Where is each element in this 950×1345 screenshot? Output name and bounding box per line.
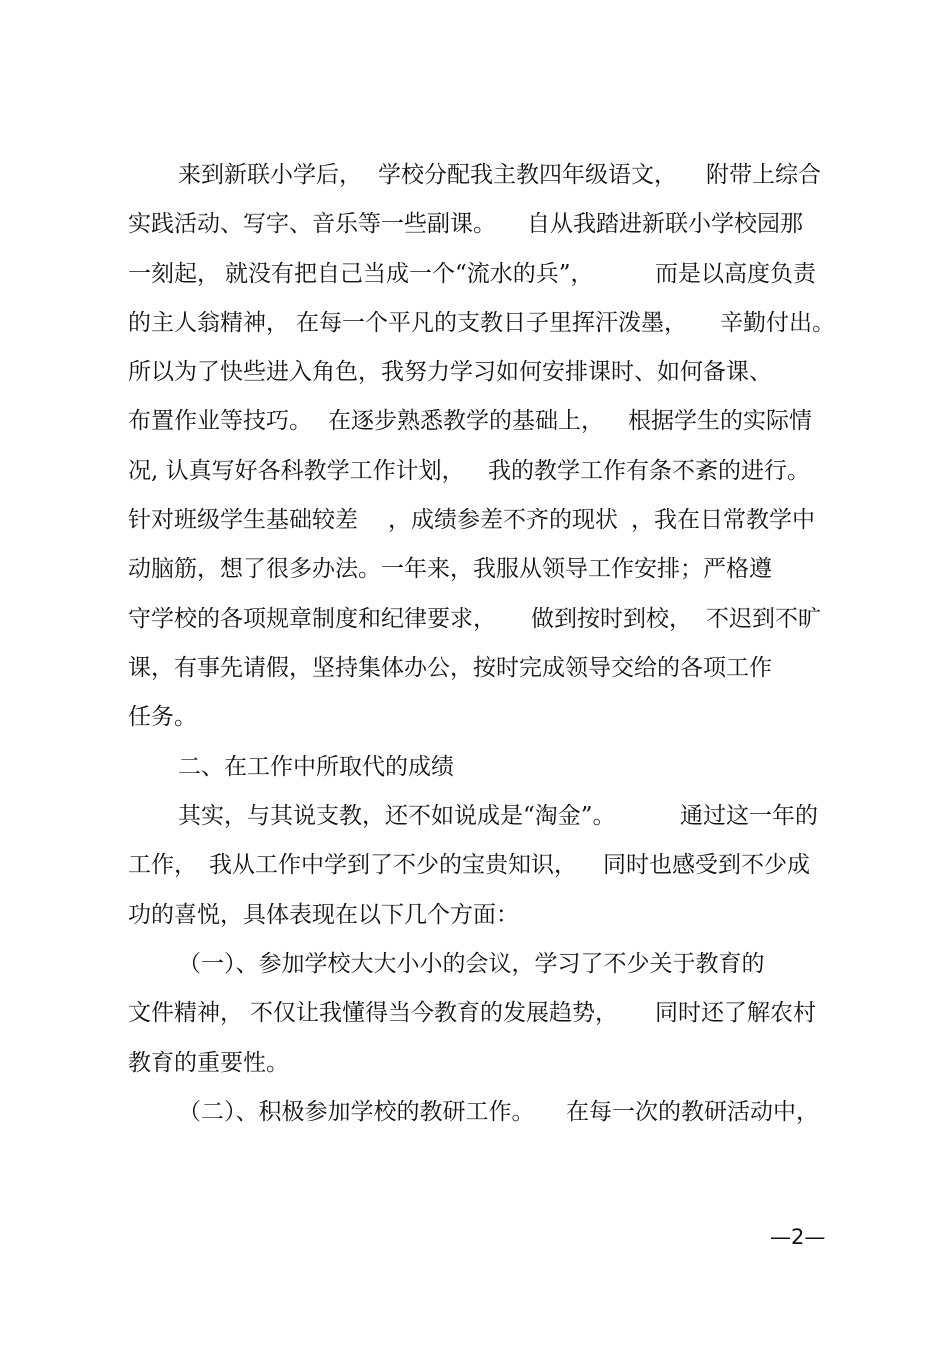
text-segment: 同时还了解农村	[655, 1000, 816, 1026]
text-line	[0, 549, 950, 589]
text-line	[0, 697, 950, 737]
text-segment: （一）、参加学校大大小小的会议，学习了不少关于教育的	[178, 951, 765, 977]
text-segment: 我的教学工作有条不紊的进行。	[488, 458, 810, 484]
text-segment: 附带上综合	[706, 162, 821, 188]
text-line	[0, 451, 950, 491]
text-line	[0, 648, 950, 688]
text-line	[0, 993, 950, 1033]
page-number: —2—	[770, 1225, 826, 1249]
text-segment: 就没有把自己当成一个“流水的兵”，	[225, 261, 594, 287]
text-line	[0, 845, 950, 885]
text-line	[0, 155, 950, 195]
text-segment: 一刻起，	[128, 261, 220, 287]
text-line	[0, 599, 950, 639]
text-line	[0, 796, 950, 836]
text-segment: 我从工作中学到了不少的宝贵知识，	[209, 852, 577, 878]
text-line	[0, 303, 950, 343]
text-segment: 况, 认真写好各科教学工作计划，	[128, 458, 465, 484]
text-line	[0, 747, 950, 787]
text-line	[0, 500, 950, 540]
text-segment: 文件精神，	[128, 1000, 243, 1026]
text-segment: 工作，	[128, 852, 197, 878]
text-segment: 辛勤付出。	[720, 310, 835, 336]
text-segment: ，我在日常教学中	[631, 507, 815, 533]
text-segment: 通过这一年的	[680, 803, 818, 829]
text-segment: （二）、积极参加学校的教研工作。	[178, 1099, 535, 1125]
text-segment: 针对班级学生基础较差	[128, 507, 358, 533]
text-line	[0, 1092, 950, 1132]
text-segment: 实践活动、写字、音乐等一些副课。	[128, 211, 496, 237]
text-line	[0, 1043, 950, 1083]
text-segment: 守学校的各项规章制度和纪律要求，	[128, 606, 496, 632]
text-line	[0, 254, 950, 294]
text-segment: 来到新联小学后，	[178, 162, 362, 188]
text-segment: 二、在工作中所取代的成绩	[178, 754, 454, 780]
text-segment: 不仅让我懂得当今教育的发展趋势，	[250, 1000, 618, 1026]
text-segment: 学校分配我主教四年级语文，	[378, 162, 677, 188]
text-segment: 在每一个平凡的支教日子里挥汗泼墨，	[296, 310, 687, 336]
text-line	[0, 895, 950, 935]
text-segment: 自从我踏进新联小学校园那	[527, 211, 803, 237]
text-segment: 所以为了快些进入角色，我努力学习如何安排课时、如何备课、	[128, 359, 772, 385]
text-segment: 不迟到不旷	[706, 606, 821, 632]
text-segment: 同时也感受到不少成	[603, 852, 810, 878]
text-line	[0, 401, 950, 441]
text-segment: 根据学生的实际情	[628, 408, 812, 434]
text-segment: 的主人翁精神，	[128, 310, 289, 336]
text-line	[0, 352, 950, 392]
text-segment: 功的喜悦，具体表现在以下几个方面：	[128, 902, 519, 928]
text-segment: 在每一次的教研活动中，	[566, 1099, 819, 1125]
text-segment: 布置作业等技巧。	[128, 408, 312, 434]
text-segment: 课，有事先请假，坚持集体办公，按时完成领导交给的各项工作	[128, 655, 772, 681]
text-segment: 教育的重要性。	[128, 1050, 289, 1076]
text-segment: 做到按时到校，	[531, 606, 692, 632]
text-segment: 其实，与其说支教，还不如说成是“淘金”。	[178, 803, 616, 829]
text-line	[0, 204, 950, 244]
text-segment: 而是以高度负责	[655, 261, 816, 287]
text-segment: ，成绩参差不齐的现状	[388, 507, 618, 533]
text-line	[0, 944, 950, 984]
text-segment: 任务。	[128, 704, 197, 730]
text-segment: 动脑筋，想了很多办法。一年来，我服从领导工作安排；严格遵	[128, 556, 772, 582]
text-segment: 在逐步熟悉教学的基础上，	[328, 408, 604, 434]
